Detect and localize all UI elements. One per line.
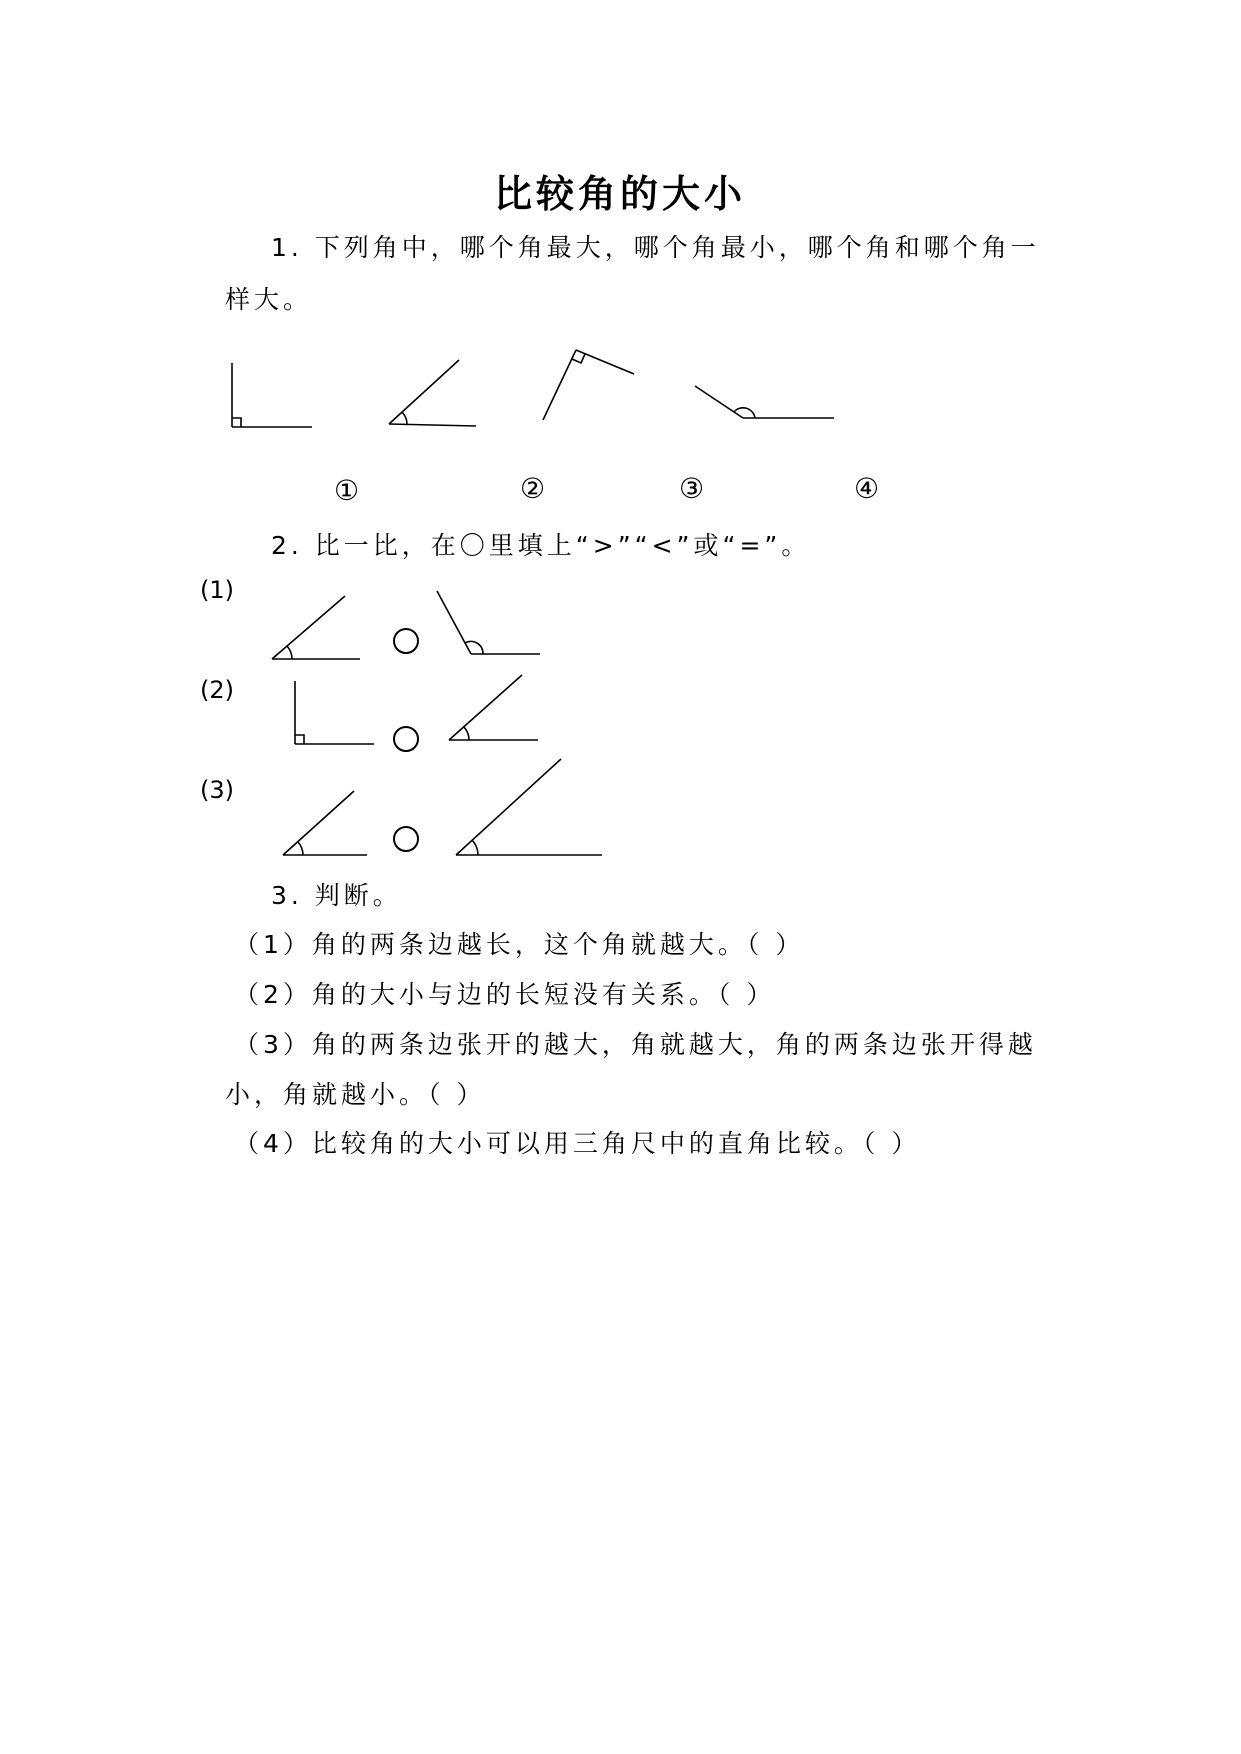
q3-title: 3. 判断。 [271, 881, 402, 910]
q1-label-1: ① [334, 474, 360, 507]
q2-2-left-angle [295, 681, 374, 744]
q2-2-answer-circle[interactable] [393, 726, 419, 752]
q1-label-3: ③ [679, 472, 705, 505]
q2-3-answer-circle[interactable] [393, 826, 419, 852]
q2-3-left-angle [283, 791, 367, 855]
q2-prompt: 2. 比一比，在〇里填上“>”“<”或“=”。 [271, 531, 811, 560]
q3-statement-3b: 小，角就越小。（ ） [225, 1080, 486, 1109]
q3-statement-2: （2）角的大小与边的长短没有关系。（ ） [234, 980, 776, 1009]
q2-item-3-label: (3) [200, 776, 234, 804]
q3-statement-4: （4）比较角的大小可以用三角尺中的直角比较。（ ） [234, 1129, 921, 1158]
page-title: 比较角的大小 [494, 172, 747, 216]
q2-item-1-label: (1) [200, 576, 234, 604]
q2-2-right-angle [449, 675, 538, 740]
q2-1-answer-circle[interactable] [393, 628, 419, 654]
q1-label-2: ② [520, 472, 546, 505]
q1-line1: 1. 下列角中，哪个角最大，哪个角最小，哪个角和哪个角一 [271, 233, 1040, 262]
q2-3-right-angle [456, 759, 602, 855]
q2-1-right-angle [437, 591, 540, 654]
q1-line2: 样大。 [225, 285, 313, 314]
q3-statement-1: （1）角的两条边越长，这个角就越大。（ ） [234, 930, 805, 959]
q2-1-left-angle [272, 596, 360, 659]
q2-item-2-label: (2) [200, 676, 234, 704]
q1-label-4: ④ [854, 472, 880, 505]
q3-statement-3a: （3）角的两条边张开的越大，角就越大，角的两条边张开得越 [234, 1030, 1037, 1059]
